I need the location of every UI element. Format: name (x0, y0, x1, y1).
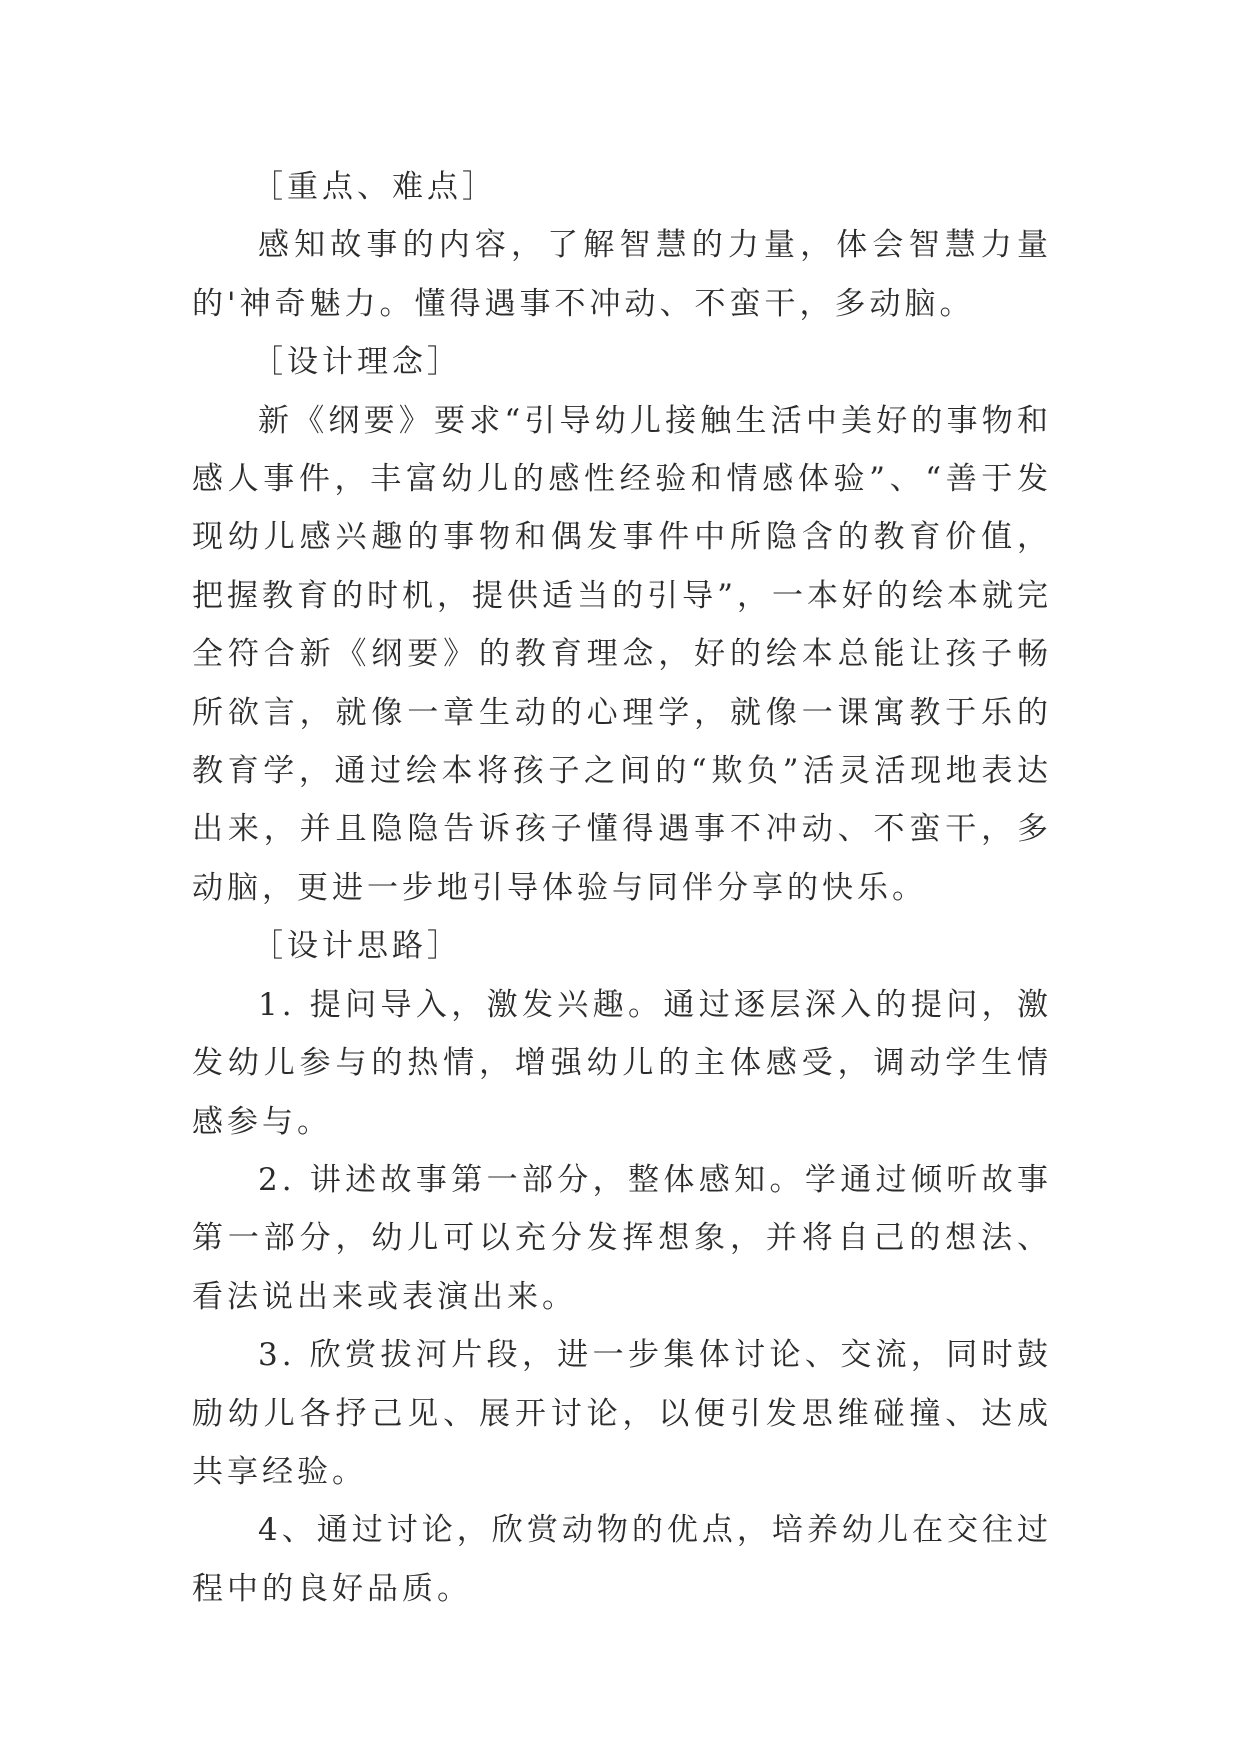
list-item-approach-1: 1. 提问导入，激发兴趣。通过逐层深入的提问，激发幼儿参与的热情，增强幼儿的主体感受，调动学生情感参与。 (192, 986, 1052, 1140)
paragraph-key-points: 感知故事的内容，了解智慧的力量，体会智慧力量的'神奇魅力。懂得遇事不冲动、不蛮干，多动脑。 (192, 227, 1052, 322)
section-heading-design-concept: ［设计理念］ (252, 344, 462, 381)
list-item-approach-2: 2. 讲述故事第一部分，整体感知。学通过倾听故事第一部分，幼儿可以充分发挥想象，并将自己的想法、看法说出来或表演出来。 (192, 1161, 1052, 1315)
paragraph-design-concept: 新《纲要》要求“引导幼儿接触生活中美好的事物和感人事件，丰富幼儿的感性经验和情感体验”、“善于发现幼儿感兴趣的事物和偶发事件中所隐含的教育价值，把握教育的时机，提供适当的引导”，一本好的绘本就完全符合新《纲要》的教育理念，好的绘本总能让孩子畅所欲言，就像一章生动的心理学，就像一课寓教于乐的教育学，通过绘本将孩子之间的“欺负”活灵活现地表达出来，并且隐隐告诉孩子懂得遇事不冲动、不蛮干，多动脑，更进一步地引导体验与同伴分享的快乐。 (192, 402, 1052, 906)
list-item-approach-3: 3. 欣赏拔河片段，进一步集体讨论、交流，同时鼓励幼儿各抒己见、展开讨论，以便引发思维碰撞、达成共享经验。 (192, 1337, 1052, 1490)
document-body (192, 158, 1052, 1618)
section-heading-design-approach: ［设计思路］ (252, 928, 462, 965)
list-item-approach-4: 4、通过讨论，欣赏动物的优点，培养幼儿在交往过程中的良好品质。 (192, 1512, 1052, 1607)
section-heading-key-points: ［重点、难点］ (252, 169, 497, 205)
